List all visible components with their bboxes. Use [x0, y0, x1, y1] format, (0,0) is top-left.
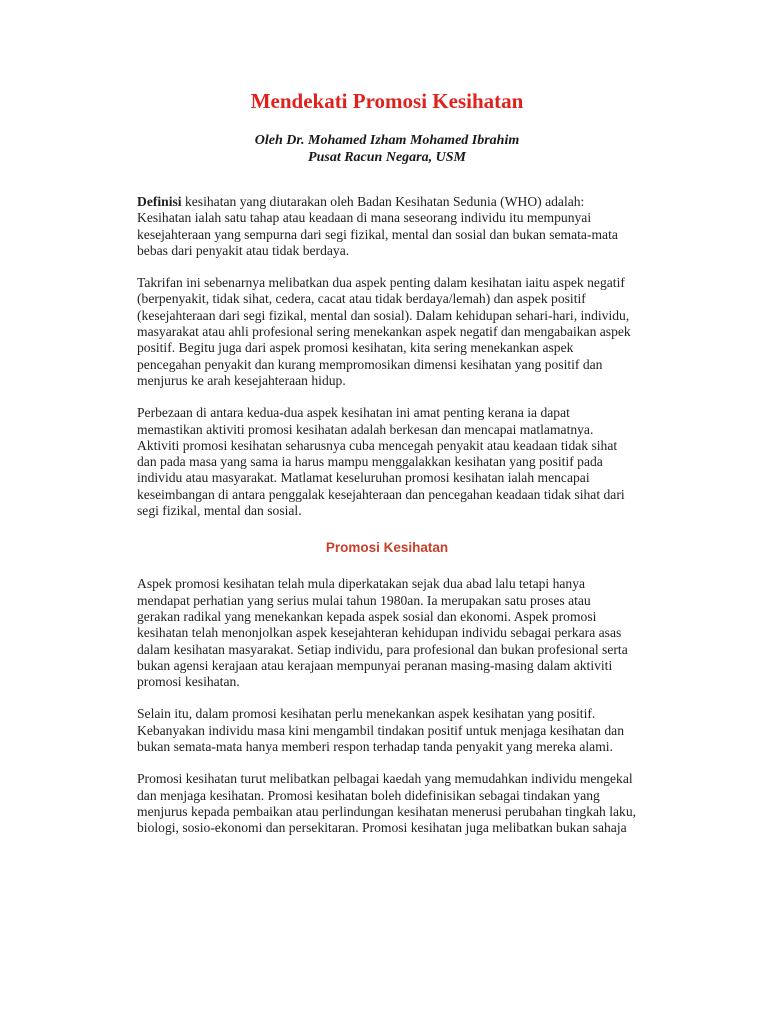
document-title: Mendekati Promosi Kesihatan: [250, 89, 524, 113]
paragraph-aspek-promosi: Aspek promosi kesihatan telah mula diperkatakan sejak dua abad lalu tetapi hanya mendapat perhatian yang serius mulai tahun 1980an. Ia merupakan satu proses atau gerakan radikal yang menekankan kepada aspek sosial dan ekonomi. Aspek promosi kesihatan telah menonjolkan aspek kesejahteran kehidupan individu sebagai perkara asas dalam kesihatan masyarakat. Setiap individu, para profesional dan bukan profesional serta bukan agensi kerajaan atau kerajaan mempunyai peranan masing-masing dalam aktiviti promosi kesihatan.: [137, 576, 628, 690]
paragraph-kaedah: Promosi kesihatan turut melibatkan pelbagai kaedah yang memudahkan individu mengekal dan menjaga kesihatan. Promosi kesihatan boleh didefinisikan sebagai tindakan yang menjurus kepada pembaikan atau perlindungan kesihatan menerusi perubahan tingkah laku, biologi, sosio-ekonomi dan persekitaran. Promosi kesihatan juga melibatkan bukan sahaja: [137, 771, 637, 836]
author-name: Oleh Dr. Mohamed Izham Mohamed Ibrahim: [254, 133, 520, 148]
definition-lead: Definisi: [137, 194, 182, 209]
author-affiliation: Pusat Racun Negara, USM: [308, 150, 466, 165]
paragraph-takrifan: Takrifan ini sebenarnya melibatkan dua aspek penting dalam kesihatan iaitu aspek negatif (berpenyakit, tidak sihat, cedera, cacat atau tidak berdaya/lemah) dan aspek positif (kesejahteraan dari segi fizikal, mental dan sosial). Dalam kehidupan sehari-hari, individu, masyarakat atau ahli profesional sering menekankan aspek negatif dan mengabaikan aspek positif. Begitu juga dari aspek promosi kesihatan, kita sering menekankan aspek pencegahan penyakit dan kurang mempromosikan dimensi kesihatan yang positif dan menjurus ke arah kesejahteraan hidup.: [137, 275, 631, 388]
author-byline: [137, 132, 637, 166]
paragraph-definition: [137, 194, 637, 259]
section-heading: Promosi Kesihatan: [325, 540, 449, 556]
definition-text: kesihatan yang diutarakan oleh Badan Kesihatan Sedunia (WHO) adalah: Kesihatan ialah satu tahap atau keadaan di mana seseorang individu itu mempunyai kesejahteraan yang sempurna dari segi fizikal, mental dan sosial dan bukan semata-mata bebas dari penyakit atau tidak berdaya.: [137, 194, 618, 258]
paragraph-selain-itu: Selain itu, dalam promosi kesihatan perlu menekankan aspek kesihatan yang positif. Kebanyakan individu masa kini mengambil tindakan positif untuk menjaga kesihatan dan bukan semata-mata hanya memberi respon terhadap tanda penyakit yang mereka alami.: [137, 706, 624, 755]
document-body: [137, 88, 637, 837]
paragraph-perbezaan: Perbezaan di antara kedua-dua aspek kesihatan ini amat penting kerana ia dapat memastikan aktiviti promosi kesihatan adalah berkesan dan mencapai matlamatnya. Aktiviti promosi kesihatan seharusnya cuba mencegah penyakit atau keadaan tidak sihat dan pada masa yang sama ia harus mampu menggalakkan kesihatan yang positif pada individu atau masyarakat. Matlamat keseluruhan promosi kesihatan ialah mencapai keseimbangan di antara penggalak kesejahteraan dan pencegahan keadaan tidak sihat dari segi fizikal, mental dan sosial.: [137, 405, 625, 519]
